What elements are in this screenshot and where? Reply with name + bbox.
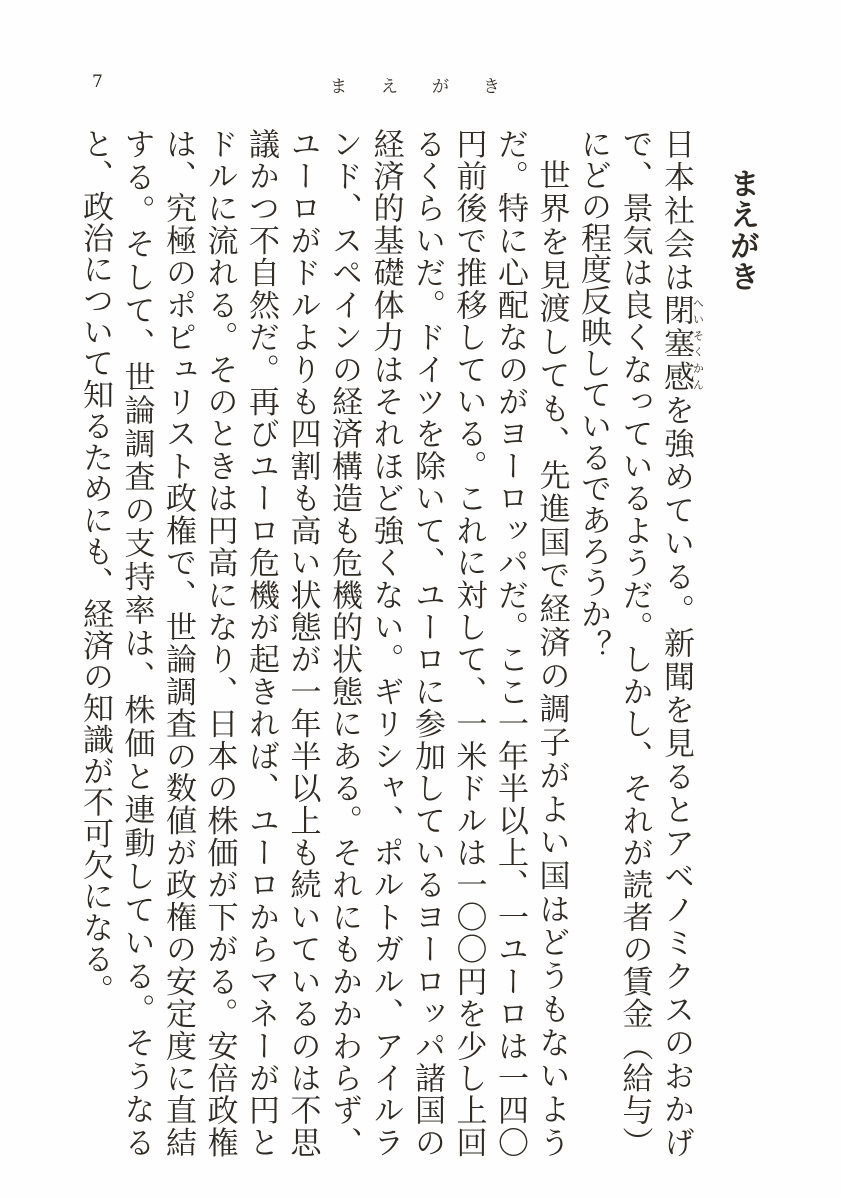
running-head-char: え — [381, 77, 398, 97]
furigana-word — [658, 294, 705, 395]
body-text — [77, 128, 705, 1158]
ruby-base: 閉塞感 — [658, 294, 694, 395]
running-head-char: ま — [330, 77, 347, 97]
paragraph-1-start: 日本社会は — [658, 128, 694, 295]
page-body — [77, 128, 759, 1158]
paragraph-1-rest: を強めている。新聞を見るとアベノミクスのおかげで、景気は良くなっているようだ。しかし、それが読者の賃金（給与）にどの程度反映しているであろうか？ — [575, 128, 694, 1158]
paragraph-2: 世界を見渡しても、先進国で経済の調子がよい国はどうもないようだ。特に心配なのがヨーロッパだ。ここ一年半以上、一ユーロは一四〇円前後で推移している。これに対して、一米ドルは一〇〇円を少し上回るくらいだ。ドイツを除いて、ユーロに参加しているヨーロッパ諸国の経済的基礎体力はそれほど強くない。ギリシャ、ポルトガル、アイルランド、スペインの経済構造も危機的状態にある。それにもかかわらず、ユーロがドルよりも四割も高い状態が一年半以上も続いているのは不思議かつ不自然だ。再びユーロ危機が起きれば、ユーロからマネーが円とドルに流れる。そのときは円高になり、日本の株価が下がる。安倍政権は、究極のポピュリスト政権で、世論調査の数値が政権の安定度に直結する。そして、世論調査の支持率は、株価と連動している。そうなると、政治について知るためにも、経済の知識が不可欠になる。 — [77, 128, 570, 1158]
chapter-title: まえがき — [724, 168, 759, 292]
running-head — [330, 72, 500, 97]
ruby-reading: へいそくかん — [691, 294, 705, 393]
page-number: 7 — [92, 72, 103, 92]
paragraph-1 — [572, 128, 705, 1158]
running-head-char: き — [483, 77, 500, 97]
running-head-char: が — [432, 77, 449, 97]
